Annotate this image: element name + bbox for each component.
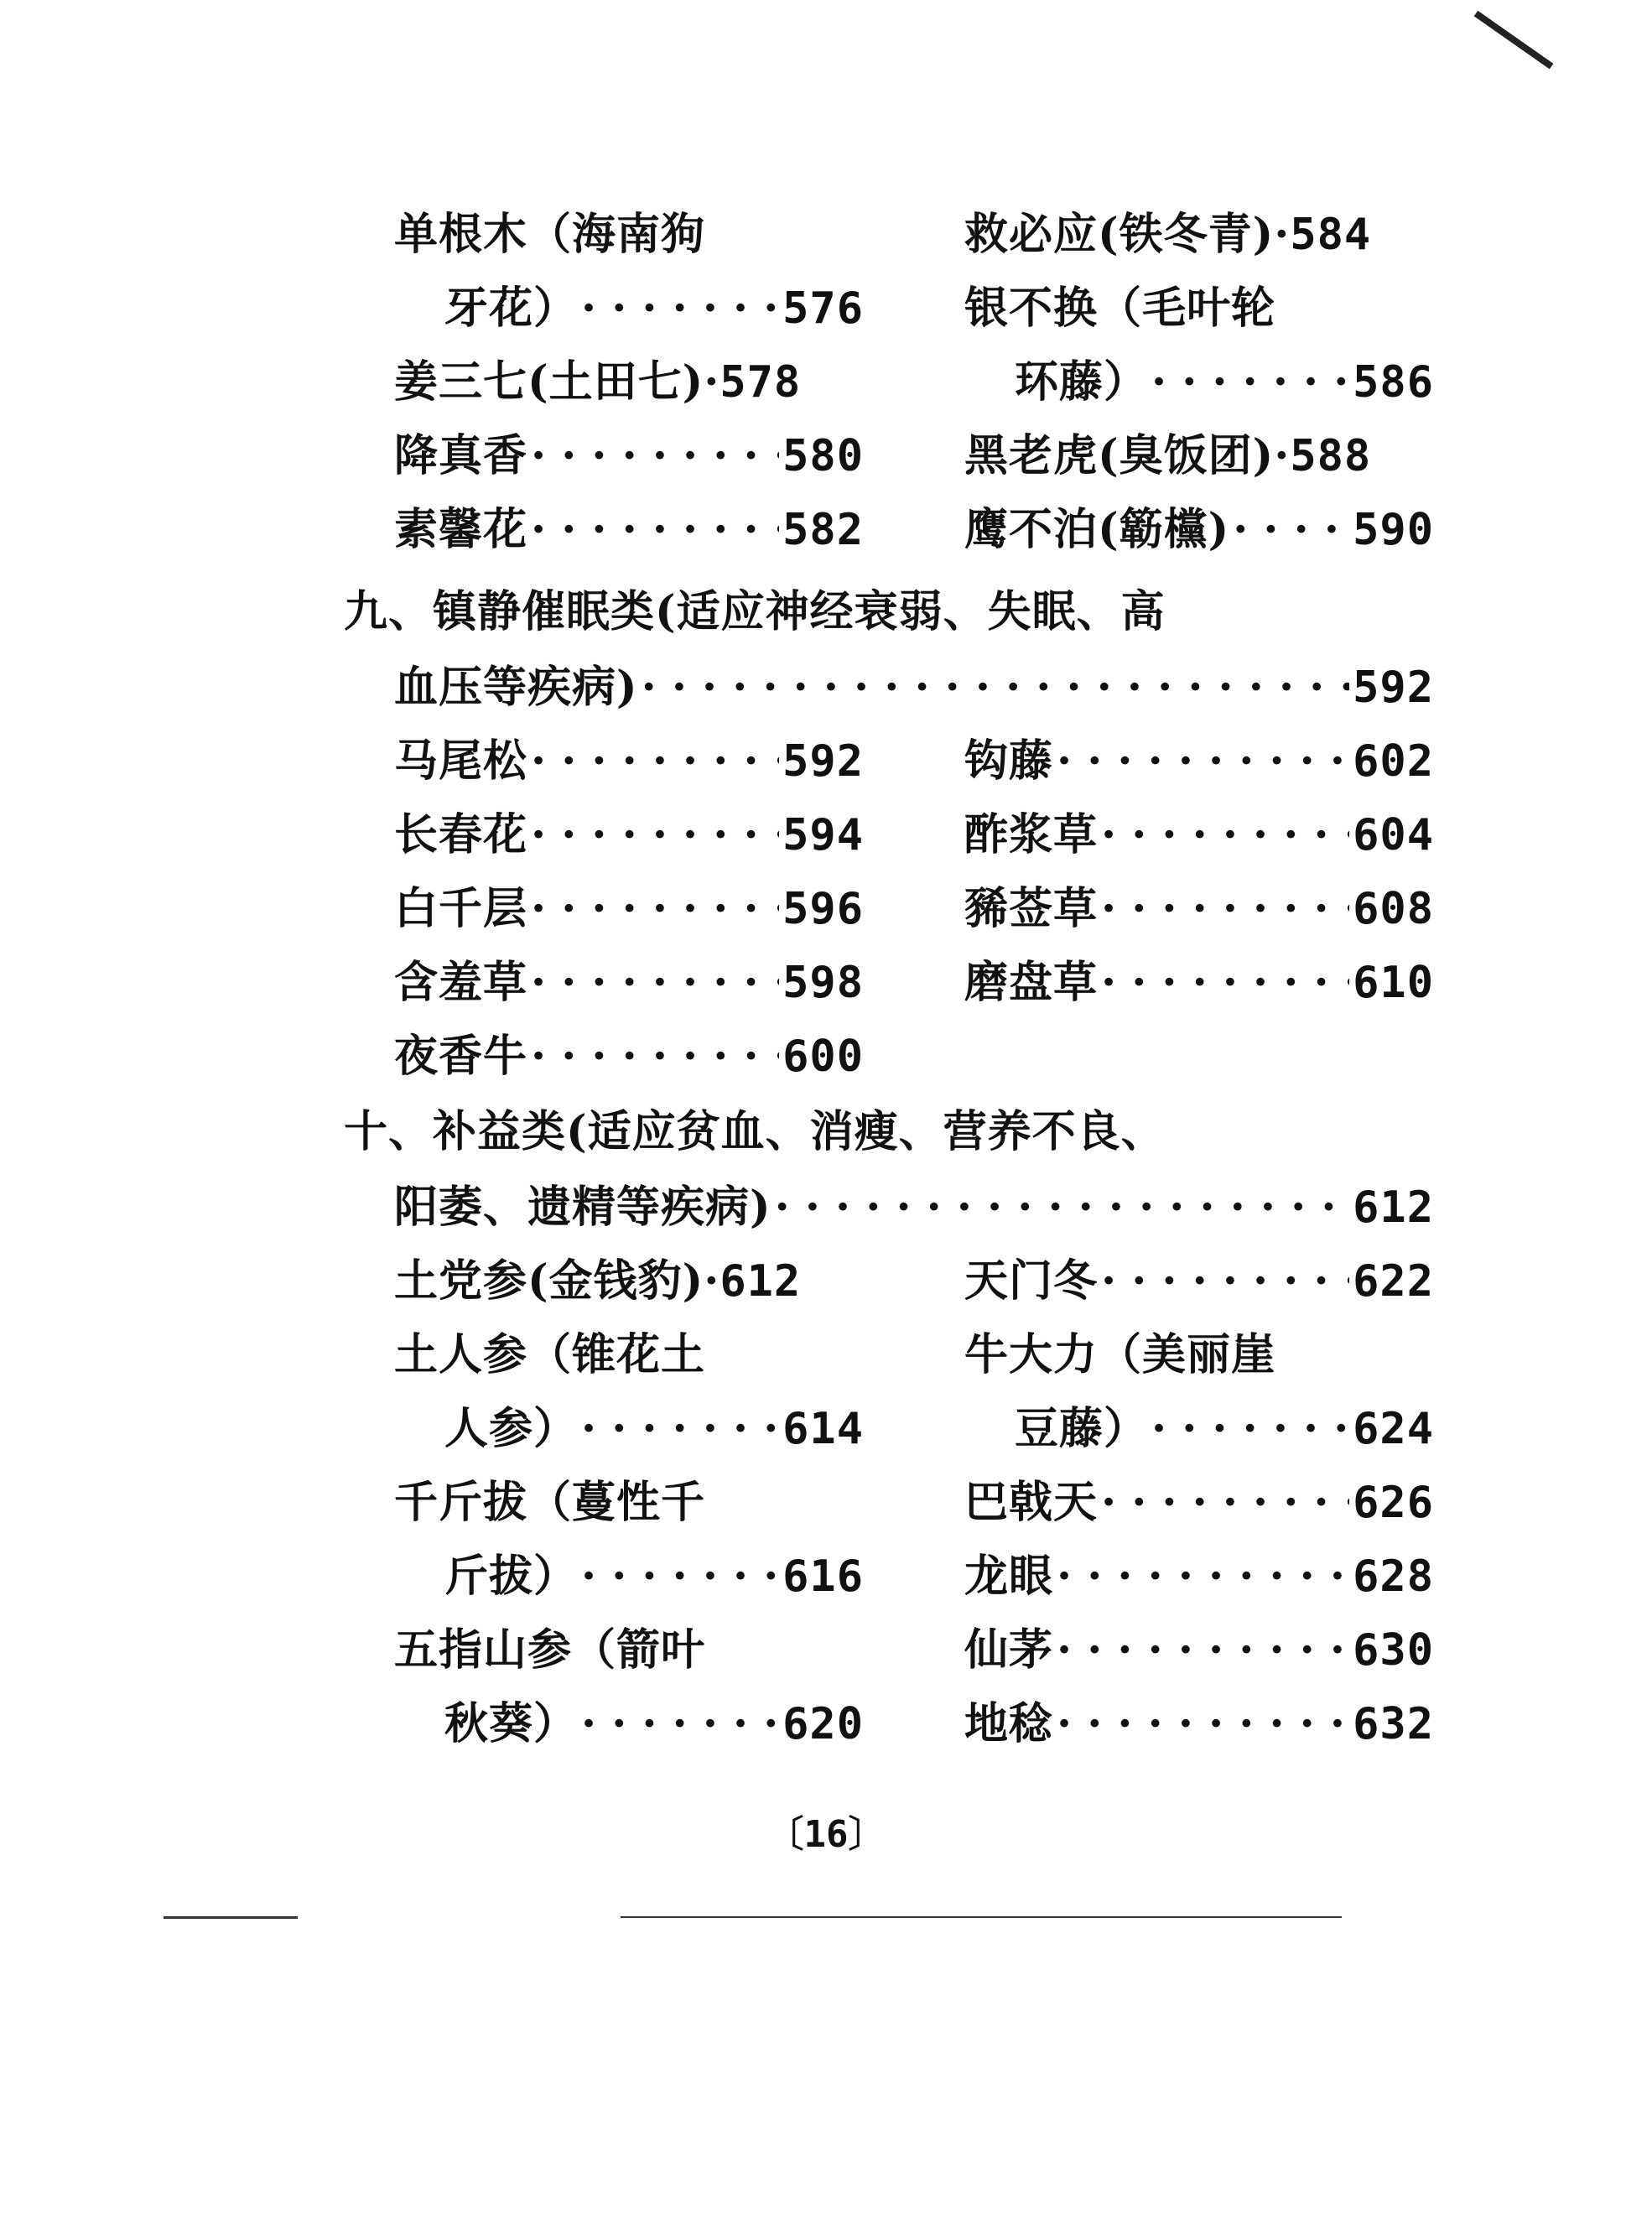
leader-dots <box>1101 1469 1349 1536</box>
entry-title: 含羞草 <box>394 957 528 1008</box>
entry-title: 土党参(金钱豹)· <box>394 1255 720 1307</box>
leader-dots <box>531 1023 779 1090</box>
entry-title: 龙眼 <box>964 1551 1054 1602</box>
entry-title: 仙茅 <box>964 1624 1054 1676</box>
toc-entry <box>1015 1395 1434 1463</box>
entry-page: 598 <box>782 958 864 1008</box>
toc-entry <box>444 275 864 342</box>
entry-title: 斤拔） <box>444 1551 579 1602</box>
scan-bottom-line-right <box>621 1916 1342 1918</box>
entry-page: 602 <box>1353 736 1434 787</box>
entry-title: 巴戟天 <box>964 1477 1099 1528</box>
entry-page: 626 <box>1353 1478 1434 1528</box>
toc-entry <box>444 1395 864 1463</box>
entry-page: 632 <box>1353 1699 1434 1749</box>
entry-title: 姜三七(土田七)· <box>394 356 720 408</box>
entry-title: 土人参（锥花土 <box>394 1329 706 1380</box>
entry-title: 豨莶草 <box>964 883 1099 934</box>
entry-title: 白千层 <box>394 883 528 934</box>
leader-dots <box>531 496 779 564</box>
entry-page: 612 <box>1353 1182 1434 1233</box>
leader-dots <box>1101 949 1349 1016</box>
entry-title: 千斤拔（蔓性千 <box>394 1477 706 1528</box>
leader-dots <box>1057 728 1349 795</box>
leader-dots <box>531 876 779 943</box>
section-heading: 九、镇静催眠类(适应神经衰弱、失眠、高 <box>344 586 1166 637</box>
toc-entry <box>394 349 864 416</box>
toc-entry <box>394 1469 864 1536</box>
toc-entry <box>394 876 864 943</box>
leader-dots <box>581 1691 779 1758</box>
entry-page: 592 <box>782 736 864 787</box>
entry-page: 600 <box>782 1032 864 1082</box>
toc-entry <box>964 1543 1434 1610</box>
toc-entry <box>394 1248 864 1315</box>
leader-dots <box>1233 496 1349 564</box>
entry-title: 钩藤 <box>964 735 1054 787</box>
entry-title: 地稔 <box>964 1698 1054 1749</box>
entry-title: 夜香牛 <box>394 1031 528 1082</box>
entry-title: 秋葵） <box>444 1698 579 1749</box>
entry-page: 576 <box>782 283 864 334</box>
toc-entry <box>394 423 864 490</box>
entry-page: 596 <box>782 884 864 934</box>
toc-entry <box>964 1617 1434 1684</box>
leader-dots <box>581 1543 779 1610</box>
toc-entry <box>444 1543 864 1610</box>
toc-entry <box>964 802 1434 869</box>
entry-title: 酢浆草 <box>964 809 1099 860</box>
entry-page: 612 <box>720 1256 802 1307</box>
leader-dots <box>1057 1543 1349 1610</box>
entry-title: 牙花） <box>444 283 579 334</box>
leader-dots <box>531 949 779 1016</box>
toc-entry <box>394 1023 864 1090</box>
toc-entry <box>394 1617 864 1684</box>
section-heading: 十、补益类(适应贫血、消瘦、营养不良、 <box>344 1106 1166 1157</box>
leader-dots <box>581 275 779 342</box>
leader-dots <box>1101 1248 1349 1315</box>
toc-entry <box>394 802 864 869</box>
toc-entry <box>964 1248 1434 1315</box>
section-heading-cont <box>394 654 1434 721</box>
entry-page: 622 <box>1353 1256 1434 1307</box>
toc-entry <box>964 876 1434 943</box>
toc-entry <box>964 1322 1434 1389</box>
toc-entry <box>394 1322 864 1389</box>
entry-page: 580 <box>782 431 864 481</box>
scan-bottom-line-left <box>164 1916 298 1919</box>
toc-entry <box>394 949 864 1016</box>
entry-page: 610 <box>1353 958 1434 1008</box>
toc-entry <box>964 201 1434 268</box>
entry-title: 阳萎、遗精等疾病) <box>394 1182 771 1233</box>
entry-title: 人参） <box>444 1403 579 1454</box>
toc-entry <box>1015 349 1434 416</box>
leader-dots <box>1151 1395 1349 1463</box>
entry-title: 长春花 <box>394 809 528 860</box>
toc-entry <box>964 728 1434 795</box>
scan-corner-mark <box>1474 11 1554 70</box>
entry-page: 582 <box>782 505 864 555</box>
leader-dots <box>531 802 779 869</box>
entry-title: 五指山参（箭叶 <box>394 1624 706 1676</box>
entry-page: 592 <box>1353 663 1434 713</box>
entry-title: 牛大力（美丽崖 <box>964 1329 1276 1380</box>
entry-title: 豆藤） <box>1015 1403 1149 1454</box>
entry-title: 素馨花 <box>394 504 528 555</box>
leader-dots <box>581 1395 779 1463</box>
entry-title: 降真香 <box>394 430 528 481</box>
toc-entry <box>394 201 864 268</box>
leader-dots <box>531 728 779 795</box>
entry-title: 磨盘草 <box>964 957 1099 1008</box>
toc-entry <box>964 1691 1434 1758</box>
entry-page: 630 <box>1353 1625 1434 1676</box>
toc-entry <box>444 1691 864 1758</box>
toc-entry <box>964 949 1434 1016</box>
toc-entry <box>394 728 864 795</box>
entry-page: 590 <box>1353 505 1434 555</box>
toc-entry <box>964 423 1434 490</box>
entry-page: 604 <box>1353 810 1434 860</box>
entry-page: 608 <box>1353 884 1434 934</box>
entry-page: 586 <box>1353 357 1434 408</box>
entry-title: 鹰不泊(簕欓) <box>964 504 1230 555</box>
toc-entry <box>964 1469 1434 1536</box>
entry-page: 624 <box>1353 1404 1434 1454</box>
entry-title: 银不换（毛叶轮 <box>964 283 1276 334</box>
entry-title: 单根木（海南狗 <box>394 209 706 260</box>
entry-title: 救必应(铁冬青)· <box>964 209 1291 260</box>
leader-dots <box>775 1174 1349 1241</box>
entry-page: 578 <box>720 357 802 408</box>
leader-dots <box>1057 1691 1349 1758</box>
section-heading-cont <box>394 1174 1434 1241</box>
page-number: 〔16〕 <box>766 1813 886 1856</box>
entry-title: 黑老虎(臭饭团)· <box>964 430 1291 481</box>
leader-dots <box>1057 1617 1349 1684</box>
leader-dots <box>1151 349 1349 416</box>
entry-title: 马尾松 <box>394 735 528 787</box>
leader-dots <box>642 654 1349 721</box>
toc-entry <box>394 496 864 564</box>
leader-dots <box>1101 802 1349 869</box>
entry-page: 584 <box>1290 210 1372 260</box>
entry-page: 594 <box>782 810 864 860</box>
leader-dots <box>531 423 779 490</box>
leader-dots <box>1101 876 1349 943</box>
entry-page: 614 <box>782 1404 864 1454</box>
toc-entry <box>964 496 1434 564</box>
entry-title: 天门冬 <box>964 1255 1099 1307</box>
entry-page: 620 <box>782 1699 864 1749</box>
entry-title: 环藤） <box>1015 356 1149 408</box>
entry-title: 血压等疾病) <box>394 662 638 713</box>
toc-entry <box>964 275 1434 342</box>
entry-page: 628 <box>1353 1551 1434 1602</box>
entry-page: 616 <box>782 1551 864 1602</box>
entry-page: 588 <box>1290 431 1372 481</box>
